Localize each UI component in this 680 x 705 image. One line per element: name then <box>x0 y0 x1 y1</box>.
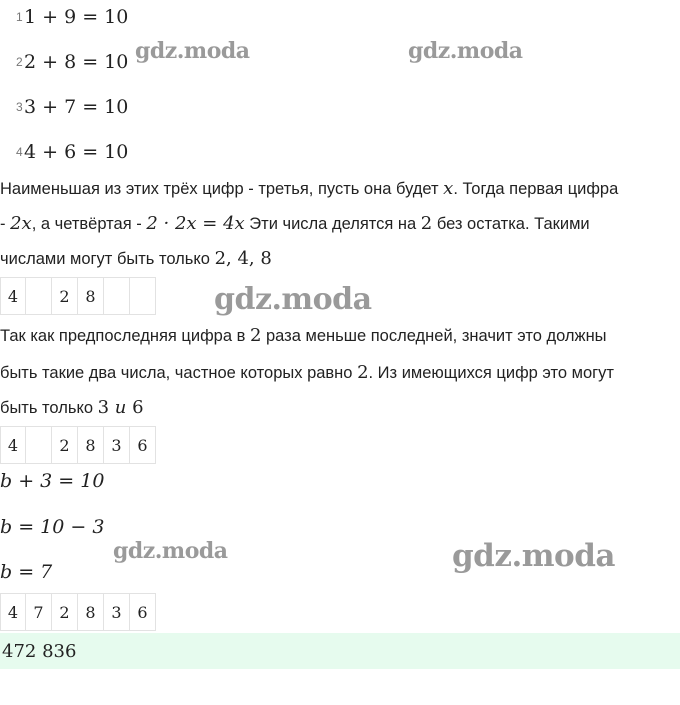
equation-row <box>0 137 128 167</box>
digit-grid <box>0 277 156 315</box>
solve-line: b = 7 <box>0 561 53 583</box>
watermark: gdz.moda <box>408 38 523 64</box>
paragraph-line: быть только 3 и 6 <box>0 397 144 418</box>
paragraph-line: числами могут быть только 2, 4, 8 <box>0 248 272 269</box>
digit-cell: 6 <box>130 427 156 463</box>
digit-cell: 7 <box>26 594 52 630</box>
equation-text: 1 + 9 = 10 <box>24 6 129 28</box>
equation-number: 3 <box>16 100 23 114</box>
equation-text: 3 + 7 = 10 <box>24 96 129 118</box>
digit-cell <box>26 278 52 314</box>
digit-cell: 4 <box>0 427 26 463</box>
watermark: gdz.moda <box>452 538 615 574</box>
answer-box <box>0 633 680 669</box>
equation-number: 2 <box>16 55 23 69</box>
paragraph-line: Так как предпоследняя цифра в 2 раза меньше последней, значит это должны <box>0 325 607 346</box>
equation-row <box>0 2 128 32</box>
digit-cell <box>26 427 52 463</box>
digit-cell <box>104 278 130 314</box>
paragraph-line: быть такие два числа, частное которых равно 2. Из имеющихся цифр это могут <box>0 362 614 383</box>
paragraph-line: Наименьшая из этих трёх цифр - третья, пусть она будет x. Тогда первая цифра <box>0 178 619 199</box>
watermark: gdz.moda <box>113 538 228 564</box>
answer-value: 472 836 <box>2 640 77 662</box>
digit-cell: 8 <box>78 278 104 314</box>
digit-cell: 3 <box>104 594 130 630</box>
solve-line: b = 10 − 3 <box>0 516 105 538</box>
equation-row <box>0 92 128 122</box>
digit-cell <box>130 278 156 314</box>
digit-cell: 8 <box>78 427 104 463</box>
digit-grid <box>0 426 156 464</box>
equation-number: 1 <box>16 10 23 24</box>
equation-text: 4 + 6 = 10 <box>24 141 129 163</box>
solve-line: b + 3 = 10 <box>0 470 105 492</box>
digit-cell: 4 <box>0 594 26 630</box>
digit-grid <box>0 593 156 631</box>
digit-cell: 8 <box>78 594 104 630</box>
digit-cell: 2 <box>52 594 78 630</box>
watermark: gdz.moda <box>214 282 372 317</box>
digit-cell: 2 <box>52 278 78 314</box>
digit-cell: 6 <box>130 594 156 630</box>
watermark: gdz.moda <box>135 38 250 64</box>
equation-row <box>0 47 128 77</box>
paragraph-line: - 2x, а четвёртая - 2 · 2x = 4x Эти числа делятся на 2 без остатка. Такими <box>0 213 590 234</box>
digit-cell: 4 <box>0 278 26 314</box>
digit-cell: 3 <box>104 427 130 463</box>
equation-text: 2 + 8 = 10 <box>24 51 129 73</box>
digit-cell: 2 <box>52 427 78 463</box>
equation-number: 4 <box>16 145 23 159</box>
